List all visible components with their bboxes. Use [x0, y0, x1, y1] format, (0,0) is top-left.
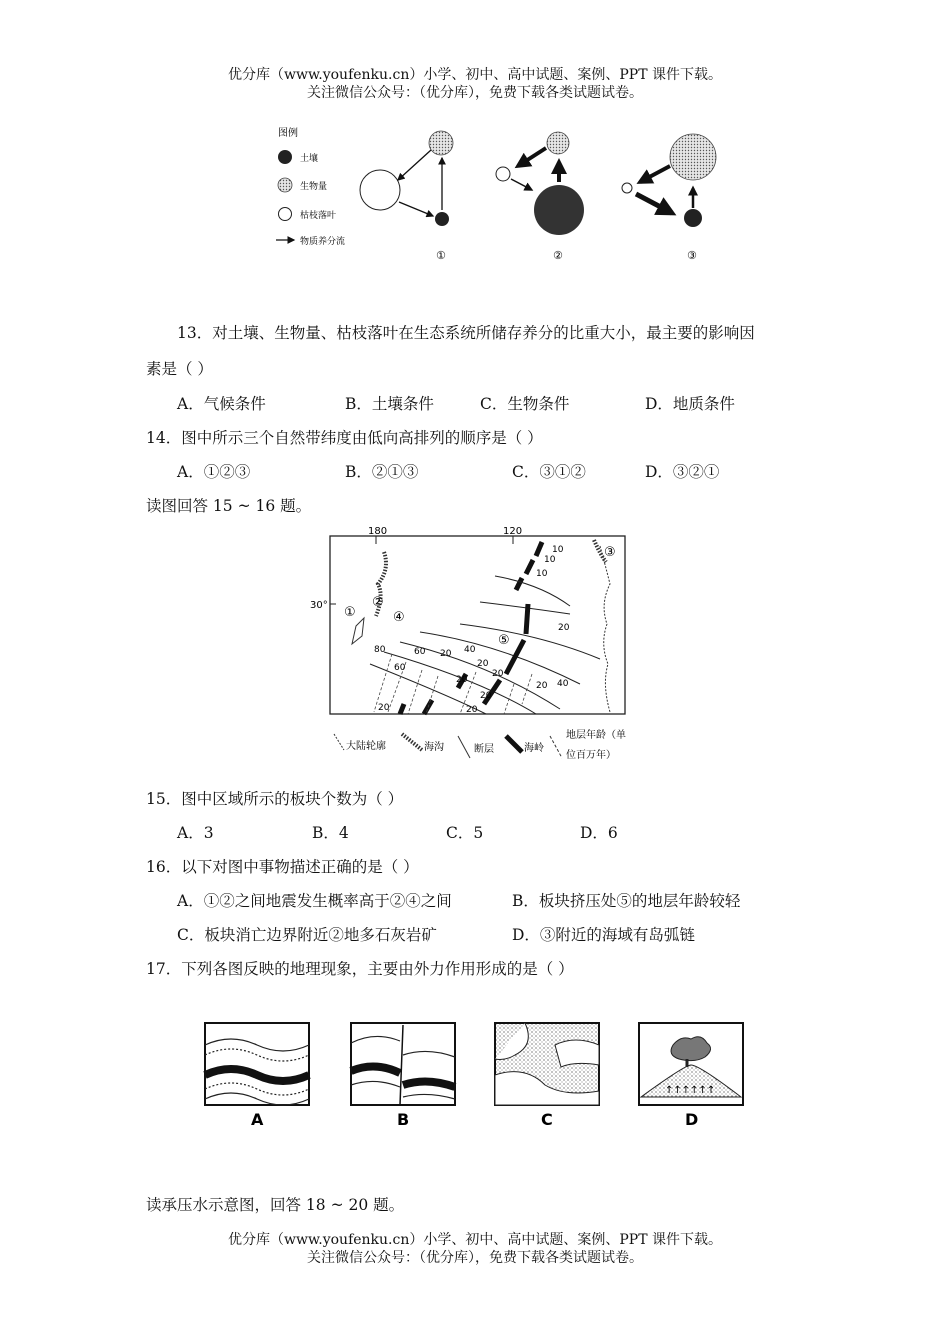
q13-stem-line2: 素是（ ） — [146, 360, 213, 378]
q14-option-a[interactable]: A．①②③ — [177, 463, 251, 481]
plate-map-figure — [300, 524, 650, 764]
age-label: 40 — [464, 645, 476, 655]
age-label: 20 — [480, 691, 492, 701]
soil-circle — [684, 209, 702, 227]
q15-stem: 15．图中区域所示的板块个数为（ ） — [146, 790, 404, 808]
soil-legend-icon — [278, 150, 292, 164]
landform-figure — [195, 1015, 755, 1135]
legend-litter: 枯枝落叶 — [300, 211, 337, 221]
soil-circle — [534, 185, 584, 235]
map-label-3: ③ — [604, 545, 616, 560]
soil-circle — [435, 212, 449, 226]
legend-title: 图例 — [278, 128, 298, 139]
age-label: 20 — [378, 703, 390, 713]
panel-label-3: ③ — [687, 249, 697, 262]
panel-label-d: D — [685, 1110, 699, 1129]
q13-option-b[interactable]: B．土壤条件 — [345, 395, 434, 413]
q13-option-c[interactable]: C．生物条件 — [480, 395, 570, 413]
legend-soil: 土壤 — [300, 154, 319, 164]
lat-label-30: 30° — [310, 600, 328, 611]
panel-label-c: C — [541, 1110, 553, 1129]
footer-line-1: 优分库（www.youfenku.cn）小学、初中、高中试题、案例、PPT 课件下载。 — [227, 1232, 722, 1248]
cycle-panel-2 — [496, 132, 584, 262]
legend-flow: 物质养分流 — [300, 237, 346, 247]
panel-label-2: ② — [553, 249, 563, 262]
age-label: 20 — [536, 681, 548, 691]
q15-option-d[interactable]: D．6 — [580, 824, 618, 842]
age-label: 20 — [456, 675, 468, 685]
lon-label-180: 180 — [368, 526, 388, 537]
age-label: 10 — [552, 545, 564, 555]
biomass-circle — [547, 132, 569, 154]
legend-age-line2: 位百万年） — [566, 750, 616, 761]
panel-label-1: ① — [436, 249, 446, 262]
intro-15-16: 读图回答 15 ~ 16 题。 — [146, 497, 312, 515]
q16-option-a[interactable]: A．①②之间地震发生概率高于②④之间 — [177, 892, 452, 910]
age-label: 20 — [558, 623, 570, 633]
q14-option-d[interactable]: D．③②① — [645, 463, 720, 481]
legend-biomass: 生物量 — [300, 182, 328, 192]
age-label: 40 — [557, 679, 569, 689]
biomass-circle — [670, 134, 716, 180]
q16-stem: 16．以下对图中事物描述正确的是（ ） — [146, 858, 419, 876]
legend-trench: 海沟 — [424, 742, 444, 753]
map-frame — [330, 536, 625, 714]
litter-circle — [360, 170, 400, 210]
q13-option-d[interactable]: D．地质条件 — [645, 395, 735, 413]
q13-option-a[interactable]: A．气候条件 — [177, 395, 266, 413]
litter-legend-icon — [279, 208, 292, 221]
header-line-1: 优分库（www.youfenku.cn）小学、初中、高中试题、案例、PPT 课件下载。 — [227, 67, 722, 83]
legend-ridge: 海岭 — [524, 743, 544, 754]
header-line-2: 关注微信公众号：（优分库），免费下载各类试题试卷。 — [307, 85, 643, 101]
age-label: 10 — [536, 569, 548, 579]
map-label-2: ② — [372, 595, 384, 610]
q16-option-d[interactable]: D．③附近的海域有岛弧链 — [512, 926, 695, 944]
panel-a-folded-strata — [205, 1023, 309, 1129]
panel-d-volcano — [639, 1023, 743, 1129]
panel-label-a: A — [251, 1110, 264, 1129]
q17-stem: 17．下列各图反映的地理现象，主要由外力作用形成的是（ ） — [146, 960, 574, 978]
map-label-1: ① — [344, 605, 356, 620]
q16-option-b[interactable]: B．板块挤压处⑤的地层年龄较轻 — [512, 892, 741, 910]
intro-18-20: 读承压水示意图，回答 18 ~ 20 题。 — [146, 1196, 405, 1214]
legend-fault: 断层 — [474, 744, 494, 755]
map-label-5: ⑤ — [498, 633, 510, 648]
age-label: 20 — [492, 669, 504, 679]
age-label: 10 — [544, 555, 556, 565]
cycle-panel-3 — [622, 134, 716, 262]
q14-stem: 14．图中所示三个自然带纬度由低向高排列的顺序是（ ） — [146, 429, 543, 447]
age-label: 60 — [414, 647, 426, 657]
lon-label-120: 120 — [503, 526, 523, 537]
eruption-arrows: ↑↑↑↑↑↑ — [665, 1085, 716, 1096]
q14-option-c[interactable]: C．③①② — [512, 463, 586, 481]
legend-continent: 大陆轮廓 — [346, 741, 386, 752]
age-label: 20 — [477, 659, 489, 669]
litter-circle — [622, 183, 632, 193]
q15-option-a[interactable]: A．3 — [177, 824, 214, 842]
cycle-panel-1 — [360, 131, 453, 262]
panel-label-b: B — [397, 1110, 410, 1129]
age-label: 80 — [374, 645, 386, 655]
map-label-4: ④ — [393, 610, 405, 625]
nutrient-cycle-figure — [270, 122, 740, 272]
litter-circle — [496, 167, 510, 181]
biomass-legend-icon — [278, 178, 292, 192]
q14-option-b[interactable]: B．②①③ — [345, 463, 419, 481]
panel-b-fault — [351, 1023, 455, 1129]
age-label: 60 — [394, 663, 406, 673]
q16-option-c[interactable]: C．板块消亡边界附近②地多石灰岩矿 — [177, 926, 437, 944]
footer-line-2: 关注微信公众号：（优分库），免费下载各类试题试卷。 — [307, 1250, 643, 1266]
biomass-circle — [429, 131, 453, 155]
q13-stem-line1: 13．对土壤、生物量、枯枝落叶在生态系统所储存养分的比重大小，最主要的影响因 — [177, 324, 755, 342]
panel-c-alluvial — [495, 1023, 599, 1129]
age-label: 20 — [440, 649, 452, 659]
age-label: 20 — [466, 705, 478, 715]
legend-age-line1: 地层年龄（单 — [566, 730, 626, 741]
q15-option-b[interactable]: B．4 — [312, 824, 349, 842]
q15-option-c[interactable]: C．5 — [446, 824, 484, 842]
